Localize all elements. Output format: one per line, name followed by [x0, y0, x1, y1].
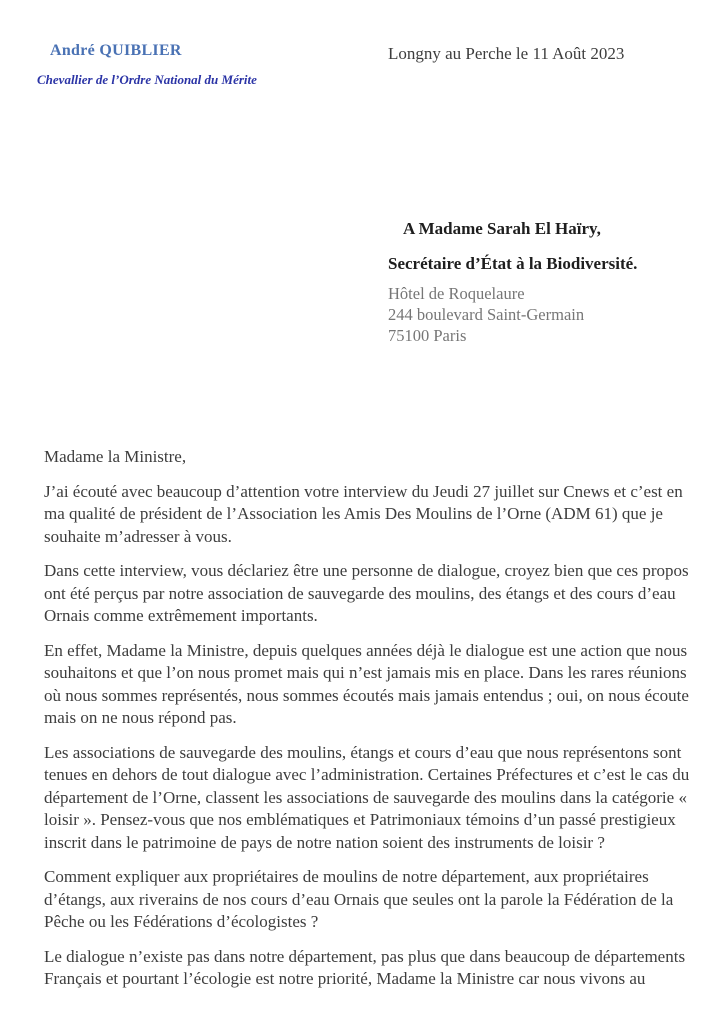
paragraph-4: Les associations de sauvegarde des moulins, étangs et cours d’eau que nous représentons sont tenues en dehors de tout dialogue avec l’administration. Certaines Préfectures et c’est le cas du département de l’Orne, classent les associations de sauvegarde des moulins dans la catégorie « loisir ». Pensez-vous que nos emblématiques et Patrimoniaux témoins d’un passé prestigieux inscrit dans le patrimoine de pays de notre nation soient des instruments de loisir ?: [44, 742, 690, 852]
paragraph-6: Le dialogue n’existe pas dans notre département, pas plus que dans beaucoup de départements Français et pourtant l’écologie est notre priorité, Madame la Ministre car nous vivons au: [44, 946, 686, 988]
sender-block: [37, 42, 257, 88]
address-line-2: 244 boulevard Saint-Germain: [388, 305, 585, 324]
paragraph-1: J’ai écouté avec beaucoup d’attention votre interview du Jeudi 27 juillet sur Cnews et c’est en ma qualité de président de l’Association les Amis Des Moulins de l’Orne (ADM 61) que je souhaite m’adresser à vous.: [44, 481, 683, 546]
address-line-1: Hôtel de Roquelaure: [388, 284, 525, 303]
sender-name: André QUIBLIER: [50, 42, 182, 59]
paragraph-3: En effet, Madame la Ministre, depuis quelques années déjà le dialogue est une action que nous souhaitons et que l’on nous promet mais qui n’est jamais mis en place. Dans les rares réunions où nous sommes représentés, nous sommes écoutés mais jamais entendus ; oui, on nous écoute mais on ne nous répond pas.: [44, 640, 689, 727]
recipient-name: A Madame Sarah El Haïry,: [403, 219, 601, 238]
address-line-3: 75100 Paris: [388, 326, 467, 345]
salutation: Madame la Ministre,: [44, 447, 187, 466]
recipient-block: [388, 219, 708, 346]
letter-body: [44, 446, 696, 1003]
recipient-role: Secrétaire d’État à la Biodiversité.: [388, 254, 638, 273]
dateline: Longny au Perche le 11 Août 2023: [388, 44, 625, 63]
recipient-address: [388, 283, 708, 346]
sender-honor-title: Chevallier de l’Ordre National du Mérite: [37, 72, 257, 87]
paragraph-5: Comment expliquer aux propriétaires de moulins de notre département, aux propriétaires d’étangs, aux riverains de nos cours d’eau Ornais que seules ont la parole la Fédération de la Pêche ou les Fédérations d’écologistes ?: [44, 867, 674, 931]
paragraph-2: Dans cette interview, vous déclariez être une personne de dialogue, croyez bien que ces propos ont été perçus par notre association de sauvegarde des moulins, des étangs et des cours d’eau Ornais comme extrêmement importants.: [44, 561, 689, 625]
